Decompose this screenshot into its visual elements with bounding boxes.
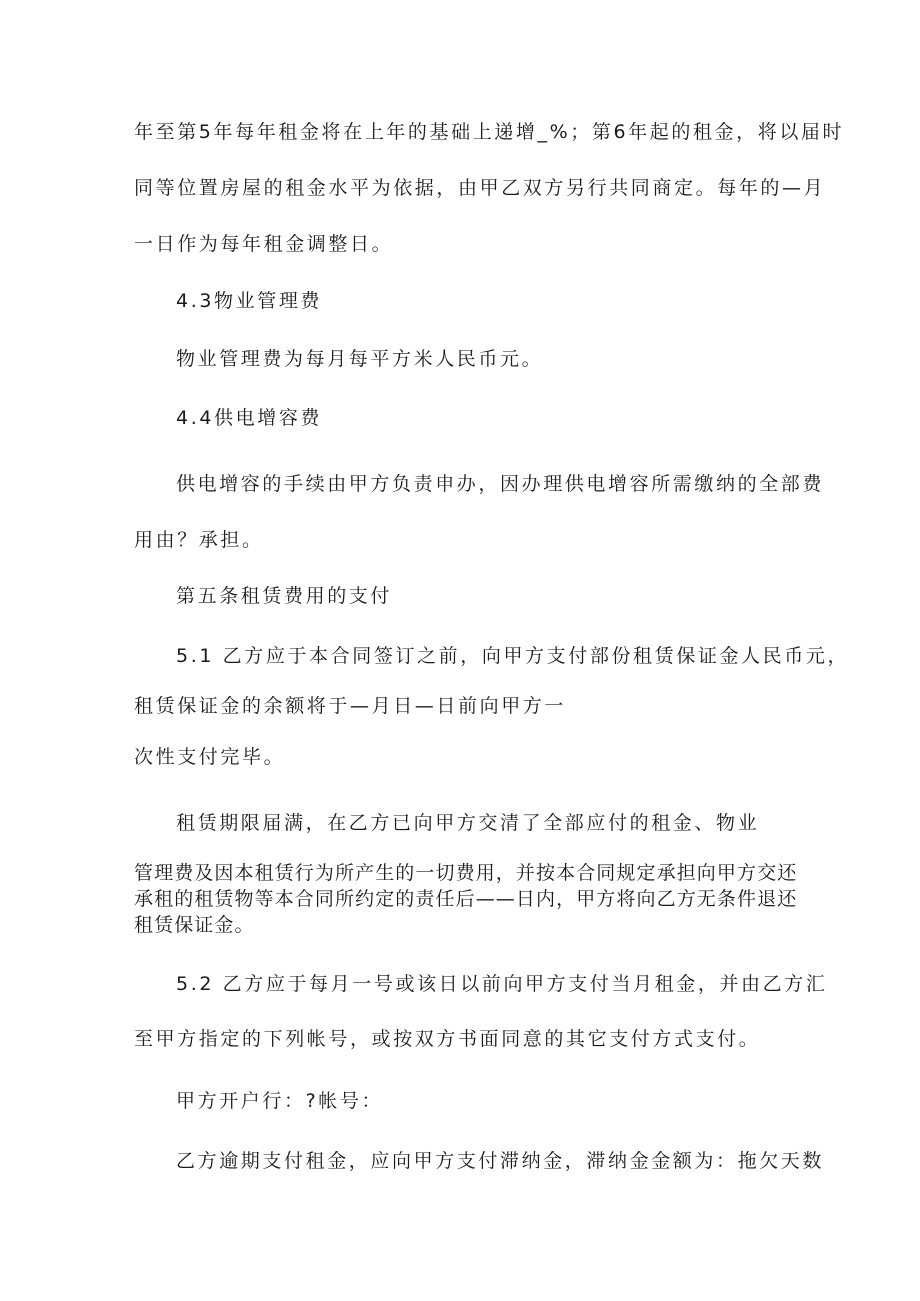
text-line-12: 次性支付完毕。	[134, 746, 286, 768]
text-line-1: 年至第5年每年租金将在上年的基础上递增_%；第6年起的租金，将以届时	[134, 121, 845, 143]
text-line-11: 租赁保证金的余额将于—月日—日前向甲方一	[134, 695, 567, 717]
text-line-17: 5.2 乙方应于每月一号或该日以前向甲方支付当月租金，并由乙方汇	[176, 973, 828, 995]
section-heading-4-4: 4.4供电增容费	[176, 407, 323, 429]
article-heading-5: 第五条租赁费用的支付	[176, 585, 393, 607]
text-line-16: 租赁保证金。	[134, 914, 255, 936]
text-line-18: 至甲方指定的下列帐号，或按双方书面同意的其它支付方式支付。	[134, 1028, 761, 1050]
text-line-3: 一日作为每年租金调整日。	[134, 233, 394, 255]
text-line-14: 管理费及因本租赁行为所产生的一切费用，并按本合同规定承担向甲方交还	[134, 862, 798, 884]
text-line-7: 供电增容的手续由甲方负责申办，因办理供电增容所需缴纳的全部费	[176, 473, 825, 495]
text-line-20: 乙方逾期支付租金，应向甲方支付滞纳金，滞纳金金额为：拖欠天数	[176, 1150, 825, 1172]
text-line-8: 用由？承担。	[134, 529, 264, 551]
text-line-15: 承租的租赁物等本合同所约定的责任后——日内，甲方将向乙方无条件退还	[134, 888, 798, 910]
text-line-2: 同等位置房屋的租金水平为依据，由甲乙双方另行共同商定。每年的—月	[134, 177, 826, 199]
text-line-5: 物业管理费为每月每平方米人民币元。	[176, 348, 544, 370]
section-heading-4-3: 4.3物业管理费	[176, 290, 323, 312]
text-line-19: 甲方开户行：?帐号：	[176, 1090, 384, 1112]
text-line-10: 5.1 乙方应于本合同签订之前，向甲方支付部份租赁保证金人民币元，	[176, 645, 850, 667]
text-line-13: 租赁期限届满，在乙方已向甲方交清了全部应付的租金、物业	[176, 812, 760, 834]
